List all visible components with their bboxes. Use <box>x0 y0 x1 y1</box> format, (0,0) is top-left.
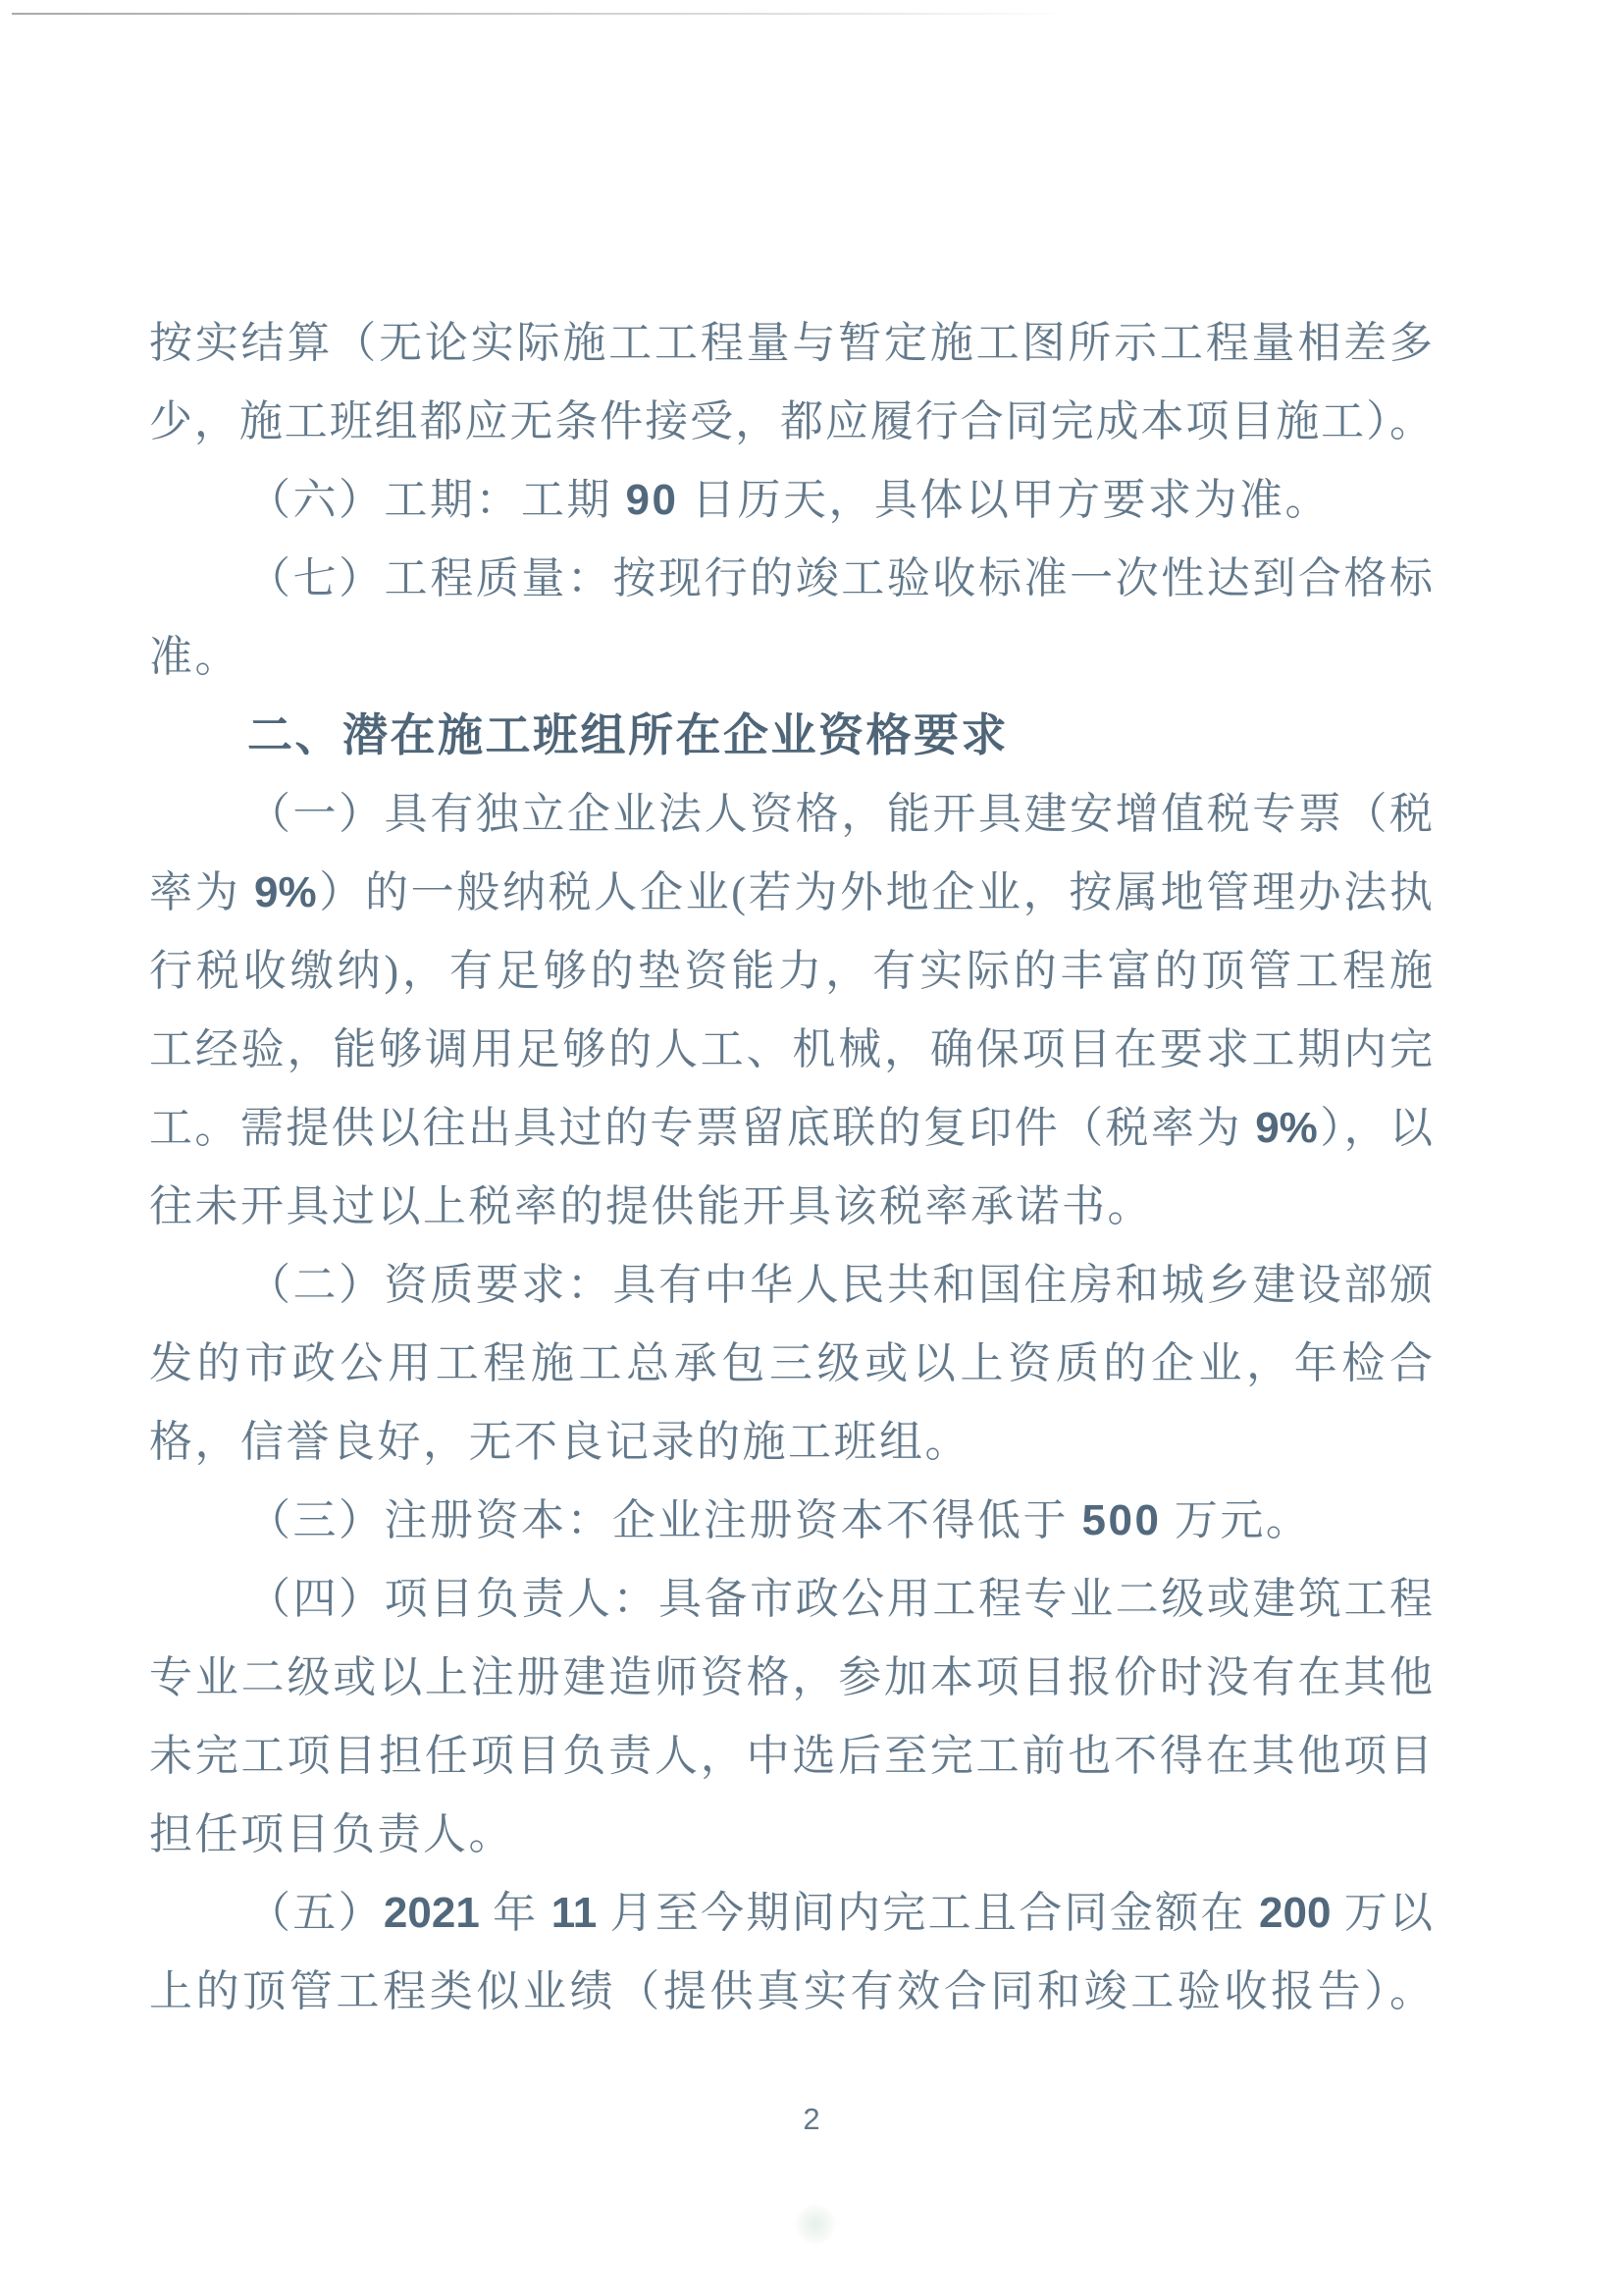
numeric-text: 11 <box>550 1889 598 1937</box>
text-line: （五）2021 年 11 月至今期间内完工且合同金额在 200 万以 <box>247 1889 1434 1937</box>
numeric-text: 90 <box>625 476 679 524</box>
scan-smudge <box>793 2204 838 2245</box>
text-line: （四）项目负责人：具备市政公用工程专业二级或建筑工程 <box>247 1575 1433 1623</box>
text-line: （二）资质要求：具有中华人民共和国住房和城乡建设部颁 <box>247 1261 1433 1309</box>
text-line: （一）具有独立企业法人资格，能开具建安增值税专票（税 <box>247 790 1433 838</box>
text-line: 发的市政公用工程施工总承包三级或以上资质的企业，年检合 <box>149 1339 1433 1387</box>
text-line: 工。需提供以往出具过的专票留底联的复印件（税率为 9%），以 <box>149 1104 1434 1152</box>
text-line: 专业二级或以上注册建造师资格，参加本项目报价时没有在其他 <box>149 1653 1433 1701</box>
text-line: （七）工程质量：按现行的竣工验收标准一次性达到合格标 <box>247 554 1433 602</box>
text-line: （三）注册资本：企业注册资本不得低于 500 万元。 <box>247 1496 1312 1544</box>
section-heading: 二、潜在施工班组所在企业资格要求 <box>247 710 1009 760</box>
text-line: 按实结算（无论实际施工工程量与暂定施工图所示工程量相差多 <box>149 319 1433 367</box>
text-line: 少，施工班组都应无条件接受，都应履行合同完成本项目施工）。 <box>149 397 1433 445</box>
numeric-text: 9% <box>254 868 317 916</box>
text-line: 行税收缴纳)，有足够的垫资能力，有实际的丰富的顶管工程施 <box>149 947 1433 995</box>
numeric-text: 500 <box>1081 1496 1162 1544</box>
numeric-text: 9% <box>1255 1104 1318 1152</box>
text-line: 准。 <box>149 633 240 681</box>
text-line: 未完工项目担任项目负责人，中选后至完工前也不得在其他项目 <box>149 1732 1433 1780</box>
text-line: 工经验，能够调用足够的人工、机械，确保项目在要求工期内完 <box>149 1025 1433 1073</box>
text-line: （六）工期：工期 90 日历天，具体以甲方要求为准。 <box>247 476 1331 524</box>
page-number: 2 <box>803 2102 820 2136</box>
document-body <box>149 304 1433 2031</box>
text-line: 往未开具过以上税率的提供能开具该税率承诺书。 <box>149 1182 1153 1230</box>
scan-artifact-line <box>12 13 1070 15</box>
numeric-text: 2021 <box>383 1889 480 1937</box>
text-line: 格，信誉良好，无不良记录的施工班组。 <box>149 1418 970 1466</box>
text-line: 担任项目负责人。 <box>149 1810 514 1858</box>
numeric-text: 200 <box>1259 1889 1332 1937</box>
text-line: 率为 9%）的一般纳税人企业(若为外地企业，按属地管理办法执 <box>149 868 1434 916</box>
text-line: 上的顶管工程类似业绩（提供真实有效合同和竣工验收报告）。 <box>149 1967 1433 2015</box>
